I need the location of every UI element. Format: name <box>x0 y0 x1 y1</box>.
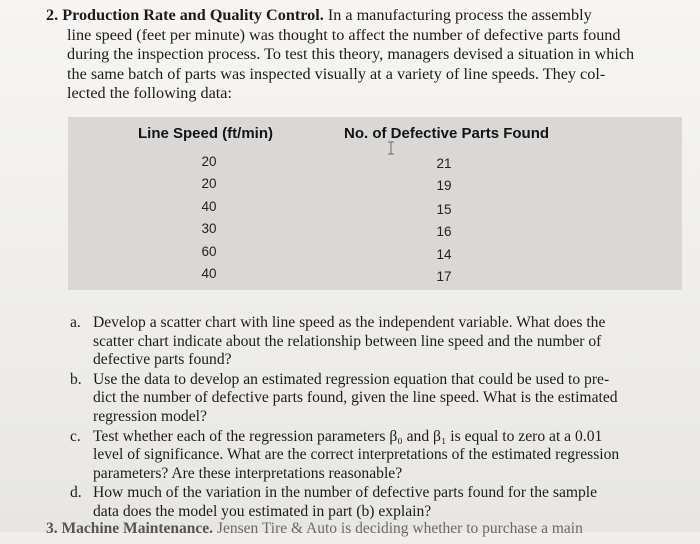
question-label: b. <box>70 370 82 388</box>
problem-line-5: lected the following data: <box>67 84 232 102</box>
table-cell-speed: 40 <box>201 199 217 214</box>
problem-statement <box>46 6 656 104</box>
problem-line-1: In a manufacturing process the assembly <box>327 6 592 24</box>
table-cell-defects: 14 <box>436 247 452 262</box>
question-label: c. <box>70 427 81 445</box>
table-cell-speed: 20 <box>201 154 217 169</box>
next-problem-title: Machine Maintenance. <box>61 520 214 537</box>
table-cell-speed: 40 <box>201 266 217 281</box>
question-label: d. <box>70 484 82 502</box>
problem-line-3: during the inspection process. To test this theory, managers devised a situation in which <box>67 45 635 63</box>
problem-number: 2. <box>46 6 59 24</box>
table-cell-defects: 19 <box>436 178 452 193</box>
data-table <box>68 117 682 290</box>
table-cell-defects: 17 <box>436 269 452 284</box>
table-cell-defects: 15 <box>436 202 452 217</box>
table-cell-speed: 30 <box>201 221 217 236</box>
question-list <box>70 314 660 522</box>
question-a: a. Develop a scatter chart with line speed as the independent variable. What does the scatter chart indicate about the relationship between line speed and the number of defective parts found? <box>70 314 606 369</box>
question-c: c. Test whether each of the regression parameters β₀ and β₁ is equal to zero at a 0.01 level of significance. What are the correct interpretations of the estimated regression parameters? Are these interpretations reasonable? <box>70 427 620 482</box>
problem-title: Production Rate and Quality Control. <box>62 6 324 24</box>
problem-line-2: line speed (feet per minute) was thought to affect the number of defective parts found <box>67 25 621 44</box>
next-problem-number: 3. <box>46 520 58 537</box>
next-problem-cutoff <box>46 520 686 544</box>
text-cursor-icon <box>386 141 396 155</box>
question-label: a. <box>70 314 81 331</box>
next-problem-text: Jensen Tire & Auto is deciding whether to purchase a main <box>216 520 583 537</box>
problem-line-4: the same batch of parts was inspected visually at a variety of line speeds. They col- <box>67 64 606 83</box>
table-cell-defects: 21 <box>436 156 452 171</box>
table-cell-defects: 16 <box>436 224 452 239</box>
table-cell-speed: 20 <box>201 176 217 191</box>
table-cell-speed: 60 <box>201 244 217 259</box>
question-b: b. Use the data to develop an estimated regression equation that could be used to pre- dict the number of defective parts found, given the line speed. What is the estimated regression model? <box>70 370 618 425</box>
table-header-line-speed: Line Speed (ft/min) <box>138 125 273 142</box>
table-header-defective-parts: No. of Defective Parts Found <box>344 125 550 142</box>
question-d: d. How much of the variation in the number of defective parts found for the sample data does the model you estimated in part (b) explain? <box>70 484 598 520</box>
